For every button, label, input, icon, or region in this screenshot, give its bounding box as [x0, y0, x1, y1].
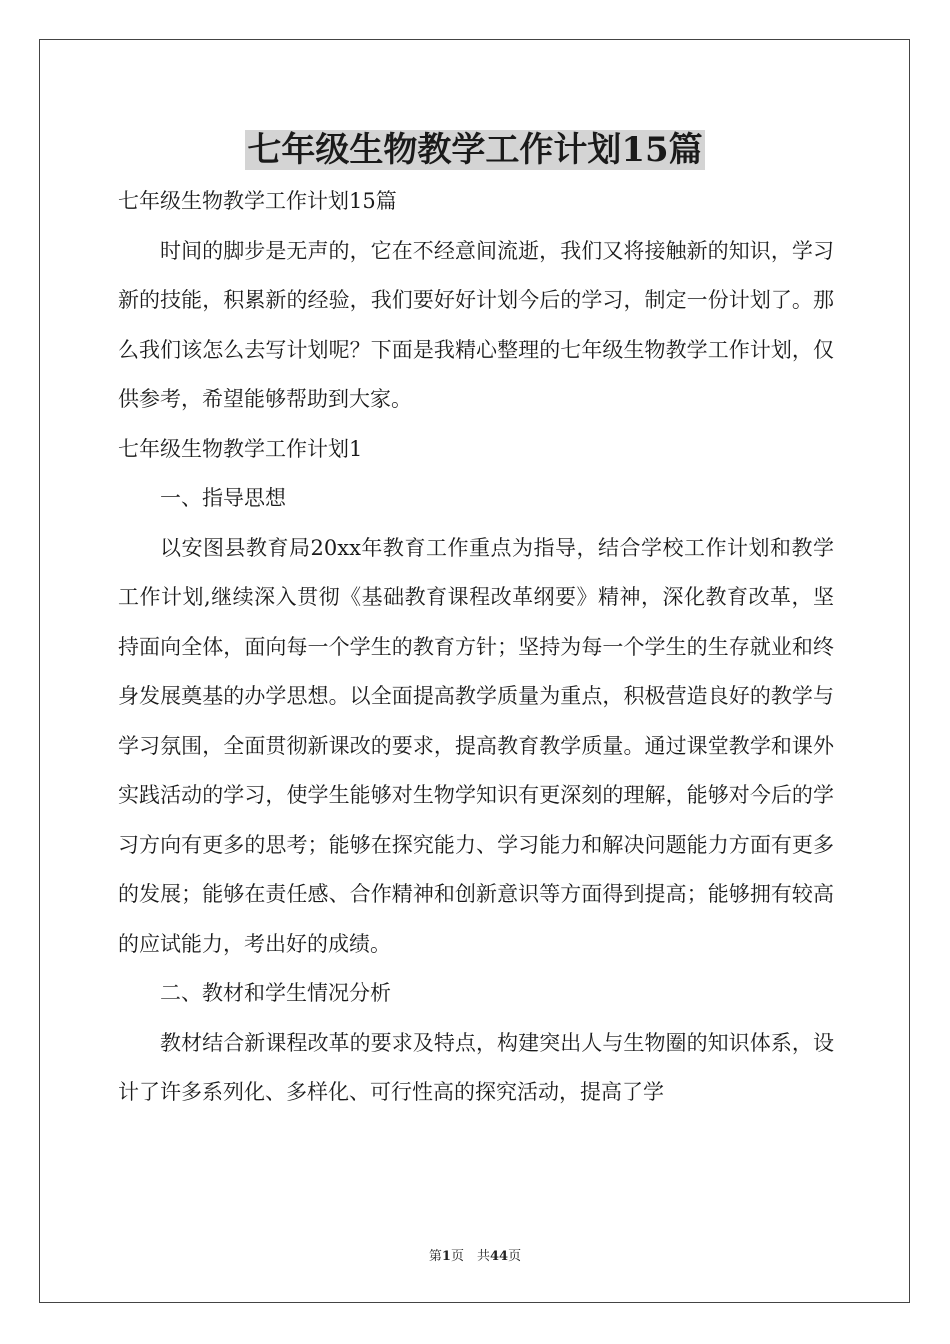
heading-material-analysis: 二、教材和学生情况分析 — [160, 981, 391, 1005]
footer-page-mid: 页 共 — [450, 1249, 490, 1264]
footer-page-suffix: 页 — [508, 1249, 522, 1264]
section-heading-plan-1: 七年级生物教学工作计划1 — [118, 436, 363, 461]
paragraph-subtitle: 七年级生物教学工作计划15篇 — [118, 189, 397, 213]
page-footer — [0, 1248, 950, 1266]
footer-page-current: 1 — [441, 1249, 451, 1264]
document-body — [118, 177, 834, 1118]
document-title-text: 七年级生物教学工作计划15篇 — [247, 130, 703, 170]
heading-guiding-thought: 一、指导思想 — [160, 486, 286, 510]
paragraph-guiding-thought: 以安图县教育局20xx年教育工作重点为指导，结合学校工作计划和教学工作计划,继续深入贯彻《基础教育课程改革纲要》精神，深化教育改革，坚持面向全体，面向每一个学生的教育方针；坚持为每一个学生的生存就业和终身发展奠基的办学思想。以全面提高教学质量为重点，积极营造良好的教学与学习氛围，全面贯彻新课改的要求，提高教育教学质量。通过课堂教学和课外实践活动的学习，使学生能够对生物学知识有更深刻的理解，能够对今后的学习方向有更多的思考；能够在探究能力、学习能力和解决问题能力方面有更多的发展；能够在责任感、合作精神和创新意识等方面得到提高；能够拥有较高的应试能力，考出好的成绩。 — [118, 535, 834, 956]
document-title — [0, 128, 950, 172]
footer-page-prefix: 第 — [428, 1249, 442, 1264]
paragraph-material-analysis: 教材结合新课程改革的要求及特点，构建突出人与生物圈的知识体系，设计了许多系列化、多样化、可行性高的探究活动，提高了学 — [118, 1030, 834, 1104]
paragraph-intro: 时间的脚步是无声的，它在不经意间流逝，我们又将接触新的知识，学习新的技能，积累新的经验，我们要好好计划今后的学习，制定一份计划了。那么我们该怎么去写计划呢？下面是我精心整理的七年级生物教学工作计划，仅供参考，希望能够帮助到大家。 — [118, 238, 834, 411]
footer-page-total: 44 — [489, 1249, 509, 1264]
